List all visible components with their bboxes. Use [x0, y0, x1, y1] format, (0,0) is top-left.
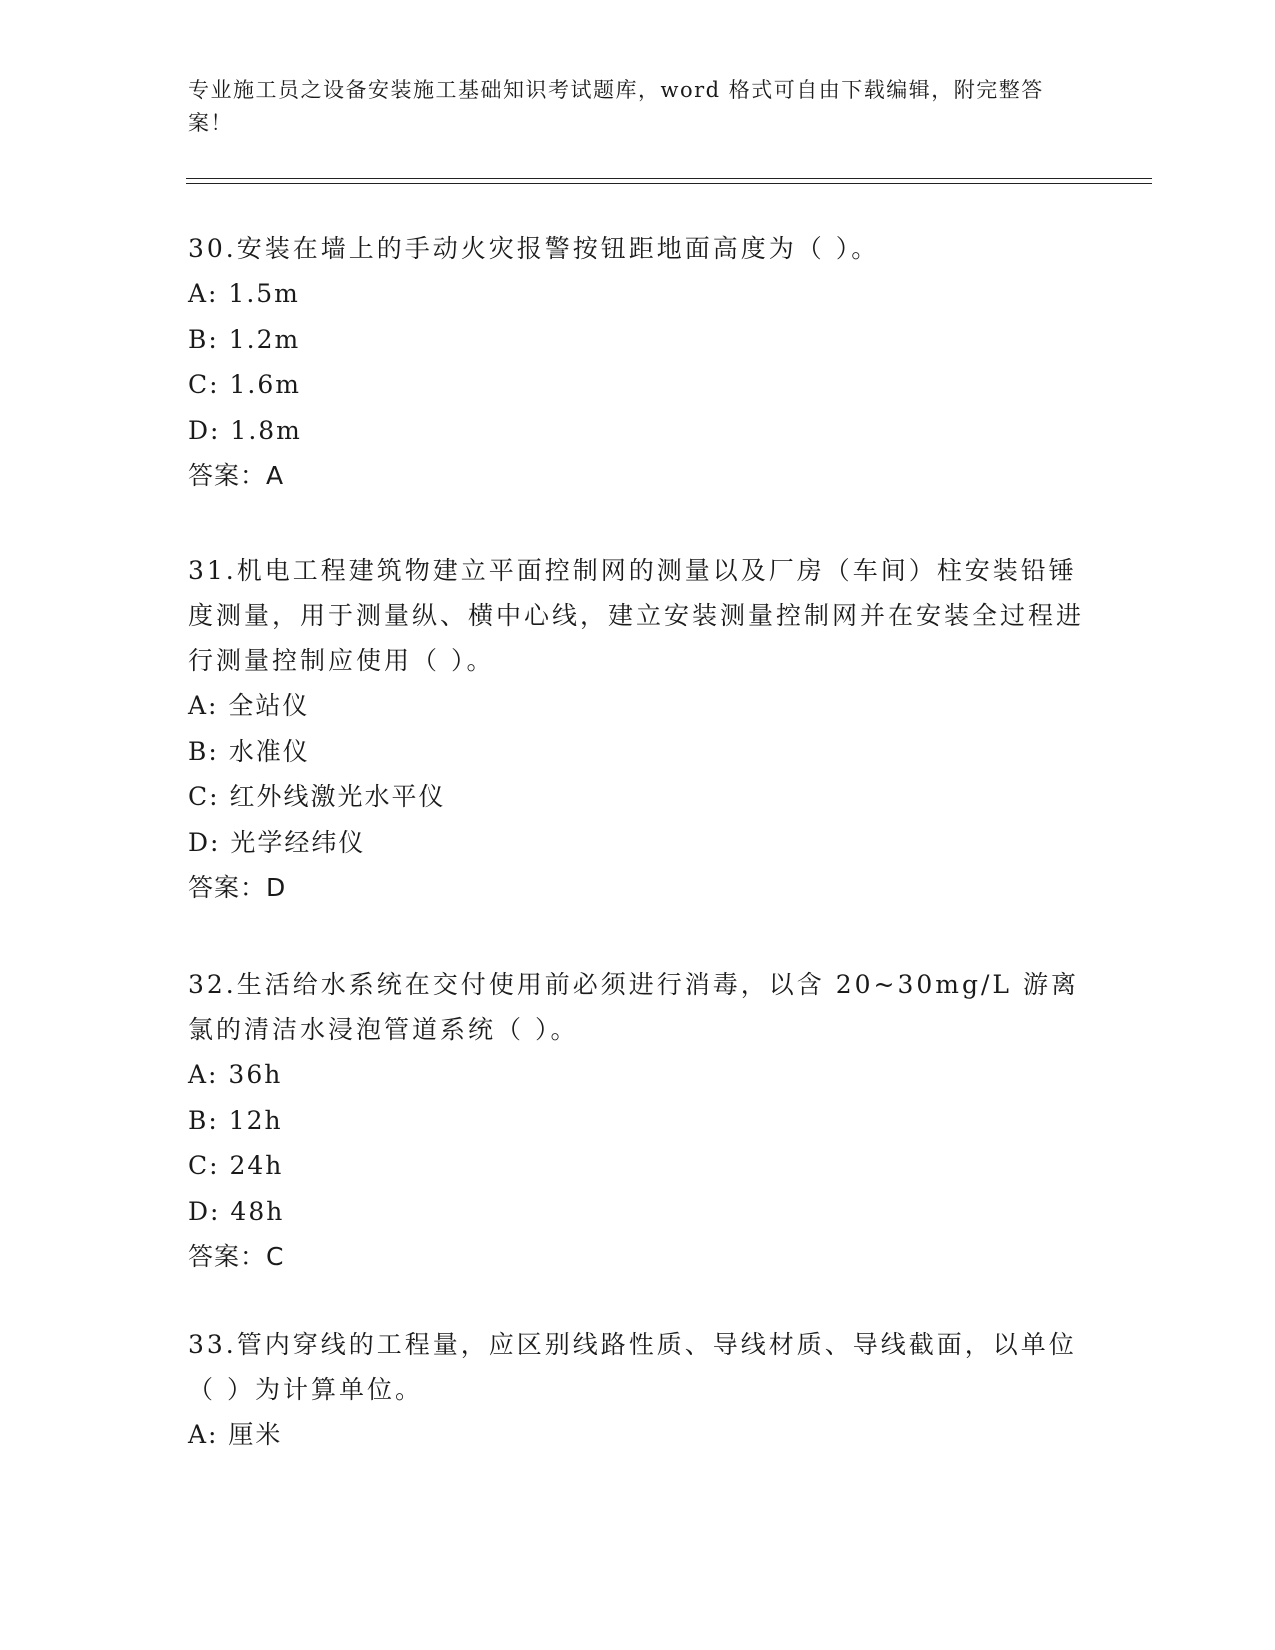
question-33: [188, 1322, 1088, 1458]
header-divider-top: [186, 178, 1152, 179]
question-stem: 33.管内穿线的工程量，应区别线路性质、导线材质、导线截面，以单位（ ）为计算单位。: [188, 1330, 1077, 1404]
option-c: C: 1.6m: [188, 370, 301, 399]
document-header: 专业施工员之设备安装施工基础知识考试题库，word 格式可自由下载编辑，附完整答案！: [188, 78, 1044, 135]
header-divider-bottom: [186, 183, 1152, 184]
option-a: A: 厘米: [188, 1420, 283, 1449]
option-b: B: 水准仪: [188, 736, 310, 766]
option-b: B: 12h: [188, 1105, 283, 1135]
option-d: D: 48h: [188, 1196, 285, 1226]
option-b: B: 1.2m: [188, 324, 301, 354]
option-c: C: 红外线激光水平仪: [188, 782, 446, 811]
option-d: D: 1.8m: [188, 415, 302, 445]
question-31: [188, 548, 1088, 910]
answer: 答案：D: [188, 873, 287, 902]
question-stem: 30.安装在墙上的手动火灾报警按钮距地面高度为（ ）。: [188, 234, 880, 263]
answer: 答案：A: [188, 461, 285, 490]
question-30: [188, 226, 1088, 498]
question-32: [188, 962, 1088, 1279]
option-a: A: 全站仪: [188, 691, 310, 720]
option-d: D: 光学经纬仪: [188, 827, 366, 857]
answer: 答案：C: [188, 1242, 285, 1271]
option-a: A: 36h: [188, 1060, 283, 1089]
option-c: C: 24h: [188, 1151, 284, 1180]
question-stem: 32.生活给水系统在交付使用前必须进行消毒，以含 20~30mg/L 游离氯的清洁水浸泡管道系统（ ）。: [188, 970, 1079, 1044]
option-a: A: 1.5m: [188, 279, 300, 308]
question-stem: 31.机电工程建筑物建立平面控制网的测量以及厂房（车间）柱安装铅锤度测量，用于测量纵、横中心线，建立安装测量控制网并在安装全过程进行测量控制应使用（ ）。: [188, 556, 1085, 675]
